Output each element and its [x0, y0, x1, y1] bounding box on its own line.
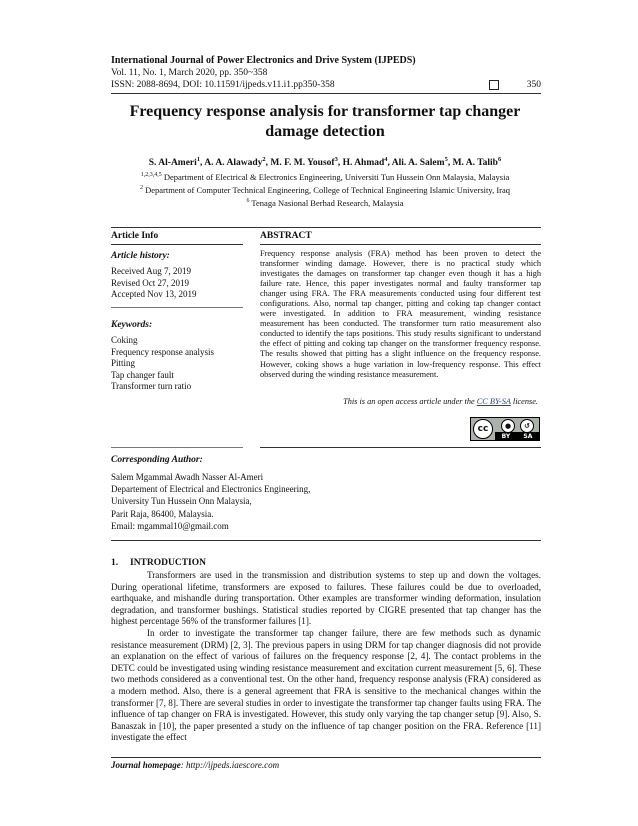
issn-doi: ISSN: 2088-8694, DOI: 10.11591/ijpeds.v11.i1.pp350-358	[111, 80, 335, 90]
author-name: S. Al-Ameri	[148, 158, 197, 169]
keyword-item: Tap changer fault	[111, 369, 174, 380]
journal-homepage	[111, 760, 279, 770]
corresponding-heading: Corresponding Author:	[111, 455, 203, 465]
author-separator: ,	[387, 158, 392, 169]
by-person-icon: ●	[501, 419, 515, 433]
history-rule	[111, 307, 243, 308]
author-name: M. F. M. Yousof	[270, 158, 335, 169]
abstract-heading: ABSTRACT	[260, 231, 312, 241]
keyword-item: Transformer turn ratio	[111, 381, 192, 391]
abstract-rule	[260, 244, 541, 245]
keyword-item: Frequency response analysis	[111, 346, 214, 357]
author-name: H. Ahmad	[342, 158, 385, 169]
cc-by-sa-link[interactable]: CC BY-SA	[476, 397, 511, 406]
cc-label-bar	[495, 432, 539, 440]
author-separator: ,	[265, 158, 271, 169]
introduction-paragraph: Transformers are used in the transmission and distribution systems to step up and down the voltages. During operational lifetime, transformers are exposed to failures. These failures could be due to overloaded, earthquake, and mishandle during transportation. Other examples are transformer winding deformation, insulation degradation, and transformer bushings. Statistical studies reported by CIGRE presented that tap changer has the highest percentage 56% of the transformer failures [1].	[111, 570, 541, 627]
keywords-heading: Keywords:	[111, 320, 153, 330]
homepage-label: Journal homepage	[111, 760, 181, 770]
keywords-rule	[111, 447, 243, 448]
corresponding-line: Departement of Electrical and Electronics Engineering,	[111, 484, 311, 495]
history-item: Received Aug 7, 2019	[111, 266, 191, 276]
affiliation-text: Department of Electrical & Electronics Engineering, Universiti Tun Hussein Onn Malaysia, Malaysia	[161, 171, 510, 182]
journal-name: International Journal of Power Electronics and Drive System (IJPEDS)	[111, 55, 416, 66]
affiliation-sup: 6	[246, 197, 250, 204]
volume-info: Vol. 11, No. 1, March 2020, pp. 350~358	[111, 68, 268, 78]
author-separator: ,	[337, 158, 343, 169]
homepage-url[interactable]: : http://ijpeds.iaescore.com	[180, 760, 280, 770]
author-name: A. A. Alawady	[204, 158, 263, 169]
author-sup: 5	[444, 156, 448, 163]
article-info-heading: Article Info	[111, 231, 159, 241]
title-line-1: Frequency response analysis for transformer tap changer	[129, 103, 521, 120]
journal-header	[111, 55, 541, 91]
introduction-heading: 1. INTRODUCTION	[111, 558, 207, 568]
footer-rule	[111, 757, 541, 758]
header-rule	[111, 93, 541, 94]
author-separator: ,	[447, 158, 453, 169]
corresponding-line: University Tun Hussein Onn Malaysia,	[111, 496, 252, 507]
cc-by-sa-logo[interactable]	[470, 417, 540, 441]
history-item: Revised Oct 27, 2019	[111, 277, 189, 288]
author-sup: 6	[497, 156, 502, 163]
license-prefix: This is an open access article under the	[343, 397, 477, 406]
history-heading: Article history:	[111, 251, 170, 261]
corresponding-details	[111, 471, 411, 532]
corresponding-rule	[111, 540, 541, 541]
issn-line	[111, 79, 541, 91]
corresponding-line: Parit Raja, 86400, Malaysia.	[111, 508, 214, 519]
affiliation	[90, 196, 560, 209]
abstract-bottom-rule	[260, 447, 541, 448]
author-sup: 2	[262, 156, 266, 163]
author-sup: 4	[384, 156, 388, 163]
page-number: 350	[526, 80, 541, 90]
keyword-item: Coking	[111, 335, 138, 345]
keyword-item: Pitting	[111, 358, 136, 368]
paper-title	[100, 102, 550, 142]
license-suffix: license.	[510, 397, 538, 406]
affiliation	[90, 183, 560, 196]
affiliation-list	[90, 170, 560, 208]
article-info-rule	[111, 244, 243, 245]
by-label: BY	[501, 432, 511, 440]
keyword-list	[111, 335, 251, 393]
title-line-2: damage detection	[265, 123, 385, 140]
sa-share-icon: ↺	[520, 419, 534, 433]
license-note	[260, 397, 538, 406]
author-name: M. A. Talib	[452, 158, 498, 169]
top-rule	[111, 227, 541, 228]
introduction-paragraph: In order to investigate the transformer tap changer failure, there are few methods such as dynamic resistance measurement (DRM) [2, 3]. The previous papers in using DRM for tap changer diagnosis did not provide an explanation on the effect of various of failures on the frequency response [2, 4]. The contact problems in the DETC could be investigated using winding resistance measurement and excitation current measurement [5, 6]. These two methods considered as a conventional test. On the other hand, frequency response analysis (FRA) considered as a modern method. Also, there is a general agreement that FRA is sensitive to the mechanical changes within the transformer [7, 8]. There are several studies in order to investigate the transformer tap changer faults using FRA. The influence of tap changer on FRA is investigated. However, this study only varying the tap changer setup [9]. Also, S. Banaszak in [10], the paper presented a study on the influence of tap changer position on the FRA. Reference [11] investigate the effect	[111, 627, 541, 743]
corresponding-line: Email: mgammal10@gmail.com	[111, 520, 229, 531]
affiliation	[90, 170, 560, 183]
introduction-body	[111, 570, 541, 744]
author-sup: 1	[196, 156, 201, 163]
history-item: Accepted Nov 13, 2019	[111, 289, 197, 299]
author-name: Ali. A. Salem	[391, 158, 445, 169]
corresponding-line: Salem Mgammal Awadh Nasser Al-Ameri	[111, 472, 264, 482]
affiliation-text: Department of Computer Technical Engineering, College of Technical Engineering Islamic University, Iraq	[142, 184, 511, 195]
author-list	[100, 156, 550, 168]
affiliation-text: Tenaga Nasional Berhad Research, Malaysia	[249, 197, 404, 208]
sa-label: SA	[523, 432, 533, 440]
author-separator: ,	[200, 158, 205, 169]
article-history	[111, 266, 251, 301]
affiliation-sup: 1,2,3,4,5	[140, 172, 162, 178]
abstract-text: Frequency response analysis (FRA) method has been proven to detect the transformer winding damage. However, there is no practical study which investigates the damages on transformer tap changer even though it has a high failure rate. Hence, this paper investigates normal and faulty transformer tap changer using FRA. The FRA measurements conducted using four different test configurations. Also, normal tap changer, pitting and coking tap changer contact were investigated. In addition to FRA measurement, winding resistance measurement has been conducted. The transformer turn ratio measurement also conducted to identify the taps positions. This study results significant to understand the effect of pitting and coking tap changer on the transformer frequency response. The results showed that pitting has a slight influence on the frequency response. However, coking shows a huge variation in low-frequency response. This effect observed during the winding resistance measurement.	[260, 249, 541, 379]
cc-icon: cc	[473, 419, 493, 439]
author-sup: 3	[334, 156, 338, 163]
affiliation-sup: 2	[139, 184, 143, 191]
checkbox-icon	[489, 80, 499, 90]
